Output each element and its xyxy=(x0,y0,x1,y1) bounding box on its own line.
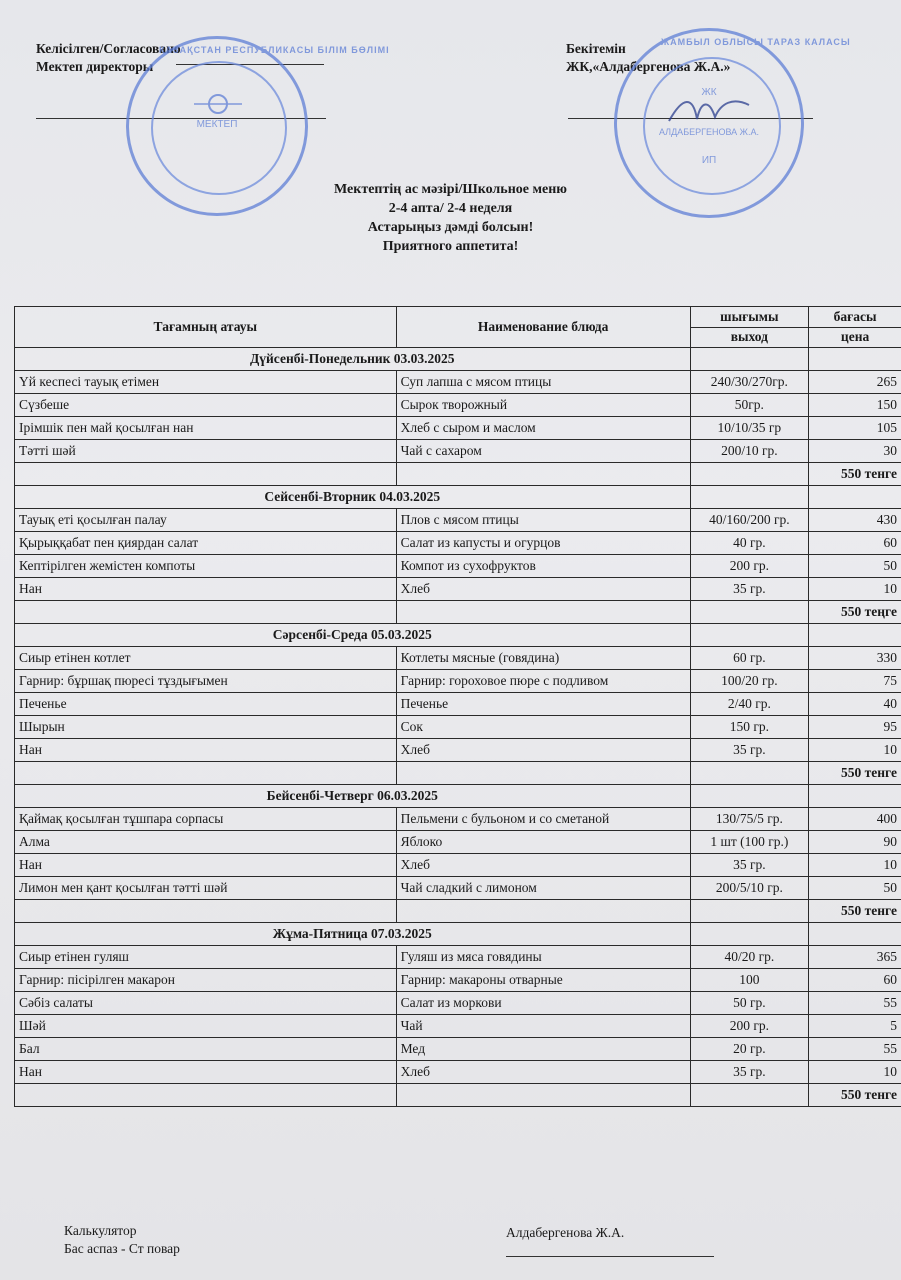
dish-price: 265 xyxy=(809,371,901,394)
dish-output: 1 шт (100 гр.) xyxy=(690,831,809,854)
dish-output: 150 гр. xyxy=(690,716,809,739)
dish-name-ru: Котлеты мясные (говядина) xyxy=(396,647,690,670)
footer-signatory: Алдабергенова Ж.А. xyxy=(506,1225,625,1240)
day-empty-out xyxy=(690,923,809,946)
total-empty-cell xyxy=(690,601,809,624)
header-row-1 xyxy=(15,307,901,328)
dish-name-kz: Нан xyxy=(15,739,397,762)
dish-price: 150 xyxy=(809,394,901,417)
dish-price: 60 xyxy=(809,532,901,555)
dish-name-kz: Сиыр етінен гуляш xyxy=(15,946,397,969)
dish-output: 200 гр. xyxy=(690,555,809,578)
total-empty-cell xyxy=(15,1084,397,1107)
menu-item-row xyxy=(15,1038,901,1061)
menu-item-row xyxy=(15,831,901,854)
menu-item-row xyxy=(15,1015,901,1038)
dish-name-kz: Алма xyxy=(15,831,397,854)
title-line1: Мектептің ас мәзірі/Школьное меню xyxy=(334,182,567,197)
dish-price: 10 xyxy=(809,1061,901,1084)
day-empty-out xyxy=(690,785,809,808)
menu-item-row xyxy=(15,578,901,601)
menu-item-row xyxy=(15,877,901,900)
dish-name-kz: Тауық еті қосылған палау xyxy=(15,509,397,532)
total-empty-cell xyxy=(690,463,809,486)
total-empty-cell xyxy=(690,900,809,923)
dish-name-ru: Мед xyxy=(396,1038,690,1061)
dish-name-ru: Хлеб xyxy=(396,854,690,877)
dish-name-ru: Хлеб xyxy=(396,739,690,762)
day-empty-out xyxy=(690,348,809,371)
dish-name-kz: Үй кеспесі тауық етімен xyxy=(15,371,397,394)
dish-price: 400 xyxy=(809,808,901,831)
dish-price: 55 xyxy=(809,1038,901,1061)
dish-output: 60 гр. xyxy=(690,647,809,670)
day-empty-price xyxy=(809,486,901,509)
dish-name-ru: Печенье xyxy=(396,693,690,716)
col-header-ru: Наименование блюда xyxy=(396,307,690,348)
school-stamp-ring-text: ҚАЗАҚСТАН РЕСПУБЛИКАСЫ БІЛІМ БӨЛІМІ xyxy=(159,45,390,55)
total-empty-cell xyxy=(690,1084,809,1107)
dish-output: 100/20 гр. xyxy=(690,670,809,693)
day-empty-out xyxy=(690,624,809,647)
dish-name-ru: Суп лапша с мясом птицы xyxy=(396,371,690,394)
day-total: 550 тенге xyxy=(809,762,901,785)
menu-item-row xyxy=(15,670,901,693)
day-total: 550 тенге xyxy=(809,900,901,923)
dish-name-kz: Печенье xyxy=(15,693,397,716)
dish-name-kz: Нан xyxy=(15,1061,397,1084)
title-line4: Приятного аппетита! xyxy=(382,239,519,254)
dish-output: 240/30/270гр. xyxy=(690,371,809,394)
dish-name-kz: Нан xyxy=(15,578,397,601)
entrepreneur-stamp-ring-text: ЖАМБЫЛ ОБЛЫСЫ ТАРАЗ КАЛАСЫ xyxy=(661,37,851,47)
dish-name-kz: Қырыққабат пен қиярдан салат xyxy=(15,532,397,555)
footer-chef: Бас аспаз - Ст повар xyxy=(64,1241,180,1256)
day-row xyxy=(15,348,901,371)
title-line3: Астарыңыз дәмді болсын! xyxy=(367,220,534,235)
dish-price: 55 xyxy=(809,992,901,1015)
total-empty-cell xyxy=(15,900,397,923)
day-row xyxy=(15,624,901,647)
day-empty-price xyxy=(809,624,901,647)
dish-price: 10 xyxy=(809,578,901,601)
menu-item-row xyxy=(15,739,901,762)
day-label: Сейсенбі-Вторник 04.03.2025 xyxy=(15,486,691,509)
dish-name-ru: Салат из моркови xyxy=(396,992,690,1015)
menu-item-row xyxy=(15,532,901,555)
dish-output: 40 гр. xyxy=(690,532,809,555)
col-header-price-ru: цена xyxy=(809,327,901,348)
dish-price: 40 xyxy=(809,693,901,716)
dish-name-kz: Сүзбеше xyxy=(15,394,397,417)
dish-output: 2/40 гр. xyxy=(690,693,809,716)
dish-price: 75 xyxy=(809,670,901,693)
dish-name-ru: Чай xyxy=(396,1015,690,1038)
day-label: Сәрсенбі-Среда 05.03.2025 xyxy=(15,624,691,647)
day-total-row xyxy=(15,900,901,923)
menu-item-row xyxy=(15,417,901,440)
day-label: Жұма-Пятница 07.03.2025 xyxy=(15,923,691,946)
menu-item-row xyxy=(15,854,901,877)
menu-item-row xyxy=(15,647,901,670)
total-empty-cell xyxy=(15,601,397,624)
day-total: 550 тенге xyxy=(809,1084,901,1107)
total-empty-cell xyxy=(15,463,397,486)
day-label: Бейсенбі-Четверг 06.03.2025 xyxy=(15,785,691,808)
total-empty-cell xyxy=(690,762,809,785)
dish-output: 35 гр. xyxy=(690,1061,809,1084)
dish-output: 130/75/5 гр. xyxy=(690,808,809,831)
col-header-out-ru: выход xyxy=(690,327,809,348)
dish-name-kz: Бал xyxy=(15,1038,397,1061)
dish-name-kz: Қаймақ қосылған тұшпара сорпасы xyxy=(15,808,397,831)
entrepreneur-stamp-center3: ИП xyxy=(701,155,717,166)
footer-left xyxy=(64,1222,180,1258)
dish-name-kz: Лимон мен қант қосылған тәтті шәй xyxy=(15,877,397,900)
day-label: Дүйсенбі-Понедельник 03.03.2025 xyxy=(15,348,691,371)
dish-output: 50 гр. xyxy=(690,992,809,1015)
day-row xyxy=(15,785,901,808)
dish-output: 100 xyxy=(690,969,809,992)
dish-output: 35 гр. xyxy=(690,578,809,601)
dish-name-kz: Кептірілген жемістен компоты xyxy=(15,555,397,578)
dish-name-ru: Салат из капусты и огурцов xyxy=(396,532,690,555)
dish-name-ru: Сырок творожный xyxy=(396,394,690,417)
school-stamp-center: МЕКТЕП xyxy=(196,119,238,130)
col-header-out-kz: шығымы xyxy=(690,307,809,328)
dish-name-kz: Ірімшік пен май қосылған нан xyxy=(15,417,397,440)
dish-output: 35 гр. xyxy=(690,739,809,762)
dish-price: 50 xyxy=(809,877,901,900)
dish-name-ru: Гуляш из мяса говядины xyxy=(396,946,690,969)
dish-price: 330 xyxy=(809,647,901,670)
total-empty-cell xyxy=(396,601,690,624)
day-row xyxy=(15,486,901,509)
day-total-row xyxy=(15,601,901,624)
day-empty-price xyxy=(809,348,901,371)
title-line2: 2-4 апта/ 2-4 неделя xyxy=(388,201,513,216)
menu-item-row xyxy=(15,992,901,1015)
dish-price: 50 xyxy=(809,555,901,578)
day-total-row xyxy=(15,1084,901,1107)
dish-name-kz: Сәбіз салаты xyxy=(15,992,397,1015)
dish-price: 5 xyxy=(809,1015,901,1038)
dish-name-kz: Сиыр етінен котлет xyxy=(15,647,397,670)
day-empty-price xyxy=(809,923,901,946)
total-empty-cell xyxy=(396,1084,690,1107)
dish-price: 10 xyxy=(809,854,901,877)
total-empty-cell xyxy=(396,900,690,923)
dish-output: 40/160/200 гр. xyxy=(690,509,809,532)
menu-item-row xyxy=(15,555,901,578)
dish-output: 200/10 гр. xyxy=(690,440,809,463)
dish-price: 105 xyxy=(809,417,901,440)
menu-item-row xyxy=(15,509,901,532)
dish-price: 365 xyxy=(809,946,901,969)
approval-left-line2: Мектеп директоры xyxy=(36,59,154,74)
dish-price: 95 xyxy=(809,716,901,739)
total-empty-cell xyxy=(396,762,690,785)
dish-name-kz: Шырын xyxy=(15,716,397,739)
menu-item-row xyxy=(15,969,901,992)
day-total-row xyxy=(15,463,901,486)
dish-output: 40/20 гр. xyxy=(690,946,809,969)
day-empty-out xyxy=(690,486,809,509)
approval-right-line1: Бекітемін xyxy=(566,41,626,56)
dish-price: 90 xyxy=(809,831,901,854)
entrepreneur-stamp-center1: ЖК xyxy=(701,87,717,98)
day-row xyxy=(15,923,901,946)
dish-name-ru: Пельмени с бульоном и со сметаной xyxy=(396,808,690,831)
dish-name-ru: Хлеб xyxy=(396,578,690,601)
menu-item-row xyxy=(15,808,901,831)
menu-item-row xyxy=(15,371,901,394)
dish-name-ru: Хлеб xyxy=(396,1061,690,1084)
dish-name-ru: Сок xyxy=(396,716,690,739)
approval-right-line2: ЖК,«Алдабергенова Ж.А.» xyxy=(566,59,731,74)
dish-output: 35 гр. xyxy=(690,854,809,877)
dish-name-kz: Гарнир: пісірілген макарон xyxy=(15,969,397,992)
day-total-row xyxy=(15,762,901,785)
menu-item-row xyxy=(15,716,901,739)
col-header-price-kz: бағасы xyxy=(809,307,901,328)
dish-name-kz: Тәтті шәй xyxy=(15,440,397,463)
dish-name-kz: Шәй xyxy=(15,1015,397,1038)
footer-right xyxy=(506,1224,624,1242)
day-empty-price xyxy=(809,785,901,808)
menu-item-row xyxy=(15,394,901,417)
day-total: 550 теңге xyxy=(809,601,901,624)
dish-output: 50гр. xyxy=(690,394,809,417)
dish-price: 10 xyxy=(809,739,901,762)
dish-name-ru: Яблоко xyxy=(396,831,690,854)
handwritten-signature xyxy=(663,91,753,131)
dish-price: 30 xyxy=(809,440,901,463)
entrepreneur-stamp-center2: АЛДАБЕРГЕНОВА Ж.А. xyxy=(658,127,759,137)
dish-output: 10/10/35 гр xyxy=(690,417,809,440)
dish-output: 200 гр. xyxy=(690,1015,809,1038)
dish-name-ru: Чай с сахаром xyxy=(396,440,690,463)
dish-price: 60 xyxy=(809,969,901,992)
dish-output: 200/5/10 гр. xyxy=(690,877,809,900)
menu-item-row xyxy=(15,693,901,716)
footer-calculator: Калькулятор xyxy=(64,1223,137,1238)
menu-table xyxy=(14,306,901,1107)
dish-name-ru: Компот из сухофруктов xyxy=(396,555,690,578)
footer-signature-line xyxy=(506,1256,714,1257)
dish-name-ru: Плов с мясом птицы xyxy=(396,509,690,532)
dish-name-ru: Хлеб с сыром и маслом xyxy=(396,417,690,440)
dish-name-ru: Гарнир: гороховое пюре с подливом xyxy=(396,670,690,693)
col-header-kz: Тағамның атауы xyxy=(15,307,397,348)
menu-item-row xyxy=(15,946,901,969)
day-total: 550 тенге xyxy=(809,463,901,486)
dish-name-kz: Гарнир: бұршақ пюресі тұздығымен xyxy=(15,670,397,693)
approval-left-line1: Келісілген/Согласовано xyxy=(36,41,181,56)
dish-name-kz: Нан xyxy=(15,854,397,877)
dish-price: 430 xyxy=(809,509,901,532)
dish-output: 20 гр. xyxy=(690,1038,809,1061)
dish-name-ru: Гарнир: макароны отварные xyxy=(396,969,690,992)
menu-title xyxy=(0,180,901,256)
menu-item-row xyxy=(15,1061,901,1084)
total-empty-cell xyxy=(396,463,690,486)
total-empty-cell xyxy=(15,762,397,785)
emblem-icon xyxy=(191,93,245,115)
menu-item-row xyxy=(15,440,901,463)
dish-name-ru: Чай сладкий с лимоном xyxy=(396,877,690,900)
